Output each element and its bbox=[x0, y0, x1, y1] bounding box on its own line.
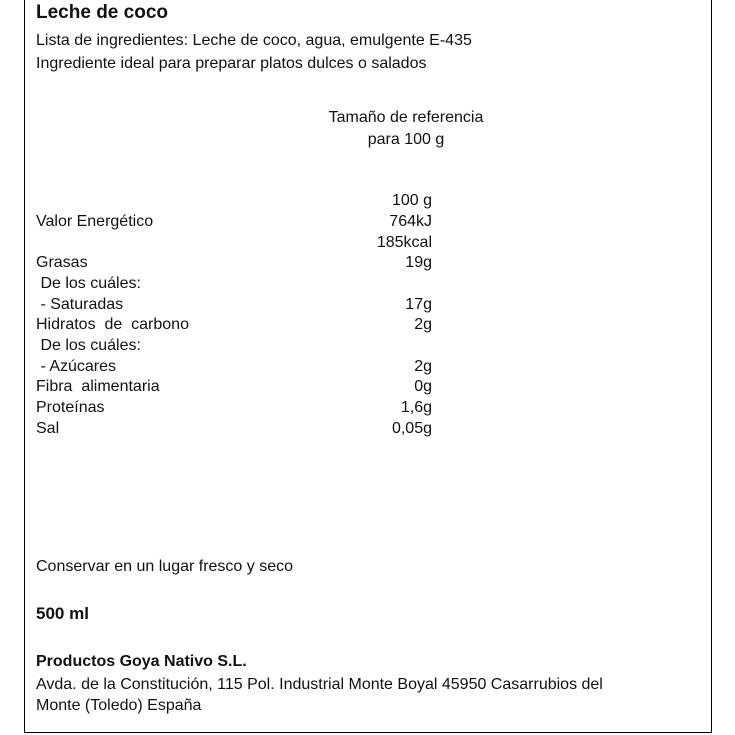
energy-kcal: 185kcal bbox=[376, 234, 432, 251]
nutrition-row-value: 19g bbox=[405, 254, 432, 271]
manufacturer-address-line1: Avda. de la Constitución, 115 Pol. Industrial Monte Boyal 45950 Casarrubios del bbox=[36, 676, 603, 693]
ingredients-list: Lista de ingredientes: Leche de coco, agua, emulgente E-435 bbox=[36, 32, 472, 49]
nutrition-row-value: 2g bbox=[414, 316, 432, 333]
energy-kj: 764kJ bbox=[389, 213, 432, 230]
energy-label: Valor Energético bbox=[36, 213, 154, 230]
nutrition-row-label: De los cuáles: bbox=[36, 337, 141, 354]
nutrition-row-label: Proteínas bbox=[36, 399, 105, 416]
storage-instructions: Conservar en un lugar fresco y seco bbox=[36, 558, 294, 575]
nutrition-row-value: 2g bbox=[414, 358, 432, 375]
nutrition-row-label: - Azúcares bbox=[36, 358, 117, 375]
nutrition-header-amount: 100 g bbox=[391, 192, 432, 209]
product-title: Leche de coco bbox=[36, 2, 168, 23]
nutrition-row-label: Sal bbox=[36, 420, 60, 437]
nutrition-row-value: 0g bbox=[414, 378, 432, 395]
manufacturer-address-line2: Monte (Toledo) España bbox=[36, 697, 202, 714]
nutrition-row-label: Hidratos de carbono bbox=[36, 316, 189, 333]
nutrition-row-value: 1,6g bbox=[400, 399, 432, 416]
reference-size-line2: para 100 g bbox=[367, 131, 445, 148]
nutrition-row-value: 0,05g bbox=[391, 420, 432, 437]
usage-note: Ingrediente ideal para preparar platos dulces o salados bbox=[36, 55, 427, 72]
nutrition-row-value: 17g bbox=[405, 296, 432, 313]
nutrition-row-label: - Saturadas bbox=[36, 296, 124, 313]
reference-size-line1: Tamaño de referencia bbox=[328, 109, 484, 126]
volume-label: 500 ml bbox=[36, 604, 89, 623]
nutrition-row-label: De los cuáles: bbox=[36, 275, 141, 292]
manufacturer-name: Productos Goya Nativo S.L. bbox=[36, 653, 247, 670]
nutrition-row-label: Grasas bbox=[36, 254, 88, 271]
nutrition-row-label: Fibra alimentaria bbox=[36, 378, 160, 395]
